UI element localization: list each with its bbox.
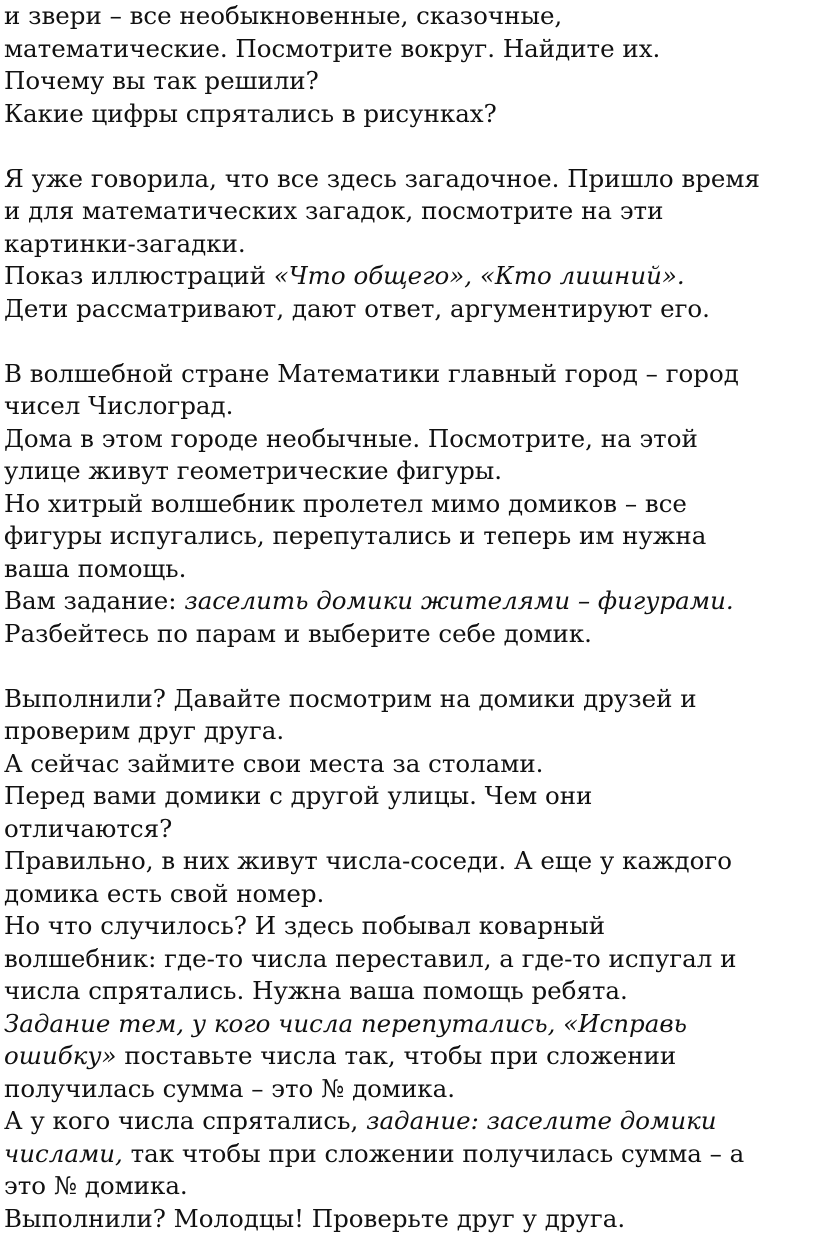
task2-line (4, 1138, 814, 1171)
task2-instruction: так чтобы при сложении получилась сумма – а (122, 1138, 745, 1168)
text-line: Но хитрый волшебник пролетел мимо домиков – все (4, 488, 687, 518)
text-line: чисел Числоград. (4, 391, 234, 420)
text-line: Дома в этом городе необычные. Посмотрите, на этой (4, 423, 698, 453)
illustration-prefix: Показ иллюстраций (4, 261, 274, 290)
text-line: Выполнили? Молодцы! Проверьте друг у друга. (4, 1203, 626, 1233)
text-line: волшебник: где-то числа переставил, а где-то испугал и (4, 943, 737, 973)
task-prefix: Вам задание: (4, 586, 185, 615)
text-line: Какие цифры спрятались в рисунках? (4, 98, 497, 128)
task2-prefix: А у кого числа спрятались, (4, 1106, 367, 1135)
task-text: заселить домики жителями – фигурами. (184, 586, 734, 615)
text-line: и для математических загадок, посмотрите на эти (4, 196, 664, 225)
text-line: математические. Посмотрите вокруг. Найдите их. (4, 33, 661, 63)
task-line (4, 585, 814, 618)
task1-instruction: поставьте числа так, чтобы при сложении (116, 1041, 677, 1070)
paragraph-gap (4, 130, 814, 163)
task1-line (4, 1040, 814, 1073)
task1-heading: Задание тем, у кого числа перепутались, «Исправь (4, 1008, 687, 1038)
text-line: Перед вами домики с другой улицы. Чем они (4, 781, 593, 810)
text-line: и звери – все необыкновенные, сказочные, (4, 1, 563, 30)
text-line: улице живут геометрические фигуры. (4, 456, 503, 485)
text-line: Разбейтесь по парам и выберите себе домик. (4, 618, 592, 648)
paragraph-gap (4, 325, 814, 358)
text-line: В волшебной стране Математики главный город – город (4, 358, 739, 388)
text-line: ваша помощь. (4, 553, 187, 583)
text-line: Но что случилось? И здесь побывал коварный (4, 911, 606, 940)
text-line: фигуры испугались, перепутались и теперь им нужна (4, 521, 707, 550)
text-line: проверим друг друга. (4, 716, 285, 745)
text-line: домика есть свой номер. (4, 878, 325, 908)
task1-title-end: ошибку» (4, 1041, 117, 1070)
illustration-line (4, 260, 814, 293)
text-line: Выполнили? Давайте посмотрим на домики друзей и (4, 683, 697, 713)
text-line: числа спрятались. Нужна ваша помощь ребята. (4, 976, 628, 1005)
task2-heading-end: числами, (4, 1138, 123, 1168)
task1-line (4, 1008, 814, 1041)
text-line: Дети рассматривают, дают ответ, аргументируют его. (4, 293, 710, 323)
paragraph-gap (4, 650, 814, 683)
document-page (4, 0, 814, 1235)
text-line: это № домика. (4, 1171, 188, 1200)
text-line: Правильно, в них живут числа-соседи. А еще у каждого (4, 846, 732, 875)
text-line: получилась сумма – это № домика. (4, 1073, 456, 1103)
text-line: Я уже говорила, что все здесь загадочное. Пришло время (4, 163, 760, 193)
text-line: Почему вы так решили? (4, 66, 319, 95)
task2-line (4, 1105, 814, 1138)
illustration-titles: «Что общего», «Кто лишний». (273, 261, 685, 290)
text-line: картинки-загадки. (4, 228, 246, 258)
task2-heading: задание: заселите домики (366, 1106, 717, 1135)
text-line: А сейчас займите свои места за столами. (4, 748, 544, 778)
text-line: отличаются? (4, 813, 173, 843)
